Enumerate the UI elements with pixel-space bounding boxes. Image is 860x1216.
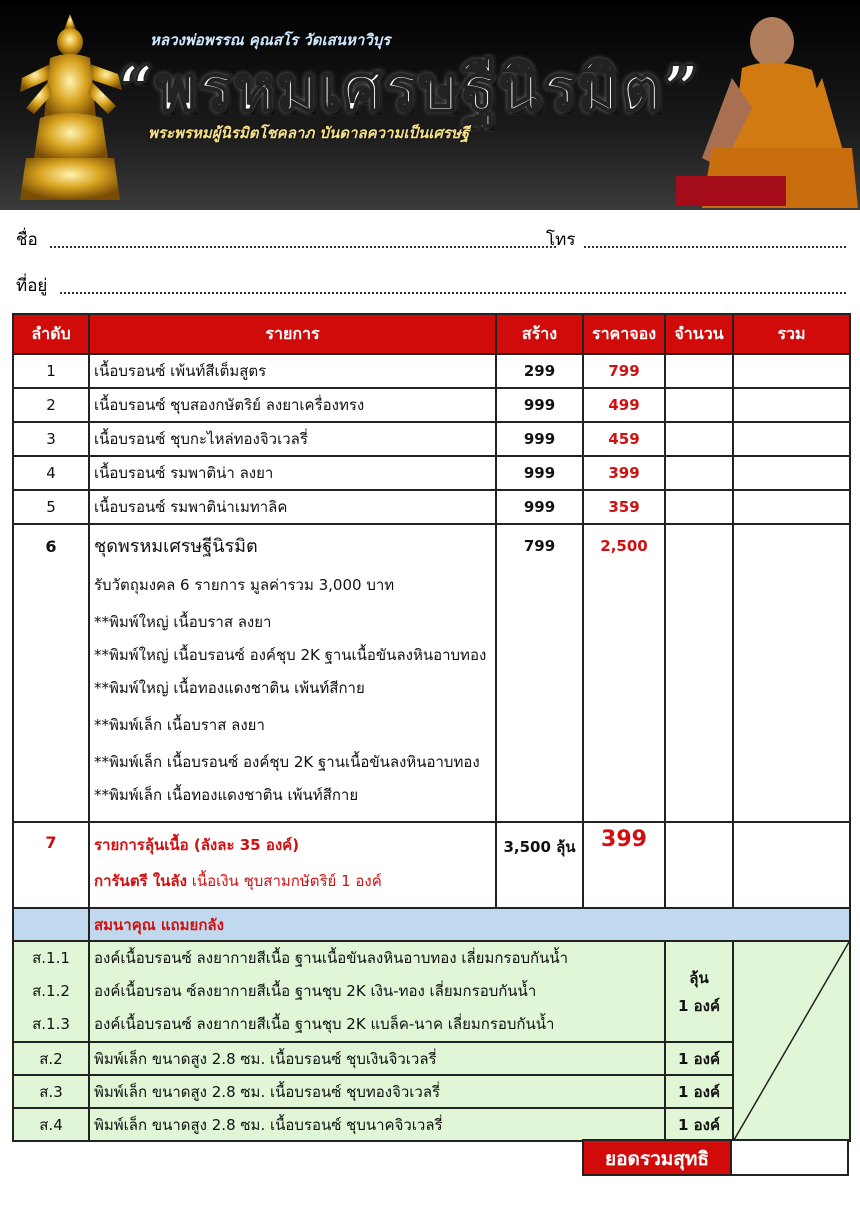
bonus-row [13,1042,850,1075]
set-line: **พิมพ์เล็ก เนื้อทองแดงชาติน เพ้นท์สีกาย [94,786,359,804]
row-made: 999 [496,388,583,422]
set-details [89,524,496,822]
header-item: รายการ [89,314,496,354]
monk-photo [672,8,858,208]
lucky-total-cell[interactable] [733,822,850,908]
set-line: **พิมพ์ใหญ่ เนื้อบราส ลงยา [94,613,272,631]
phone-field[interactable] [584,246,846,248]
bonus-item: องค์เนื้อบรอนซ์ ลงยากายสีเนื้อ ฐานเนื้อขันลงหินอาบทอง เลี่ยมกรอบกันน้ำ [94,949,569,967]
bonus-header-row [13,908,850,941]
row-qty-cell[interactable] [665,388,733,422]
name-field[interactable] [50,246,556,248]
row-item: เนื้อบรอนซ์ ชุบสองกษัตริย์ ลงยาเครื่องทรง [89,388,496,422]
table-row-lucky [13,822,850,908]
bonus-group-items [89,941,665,1042]
bonus-code: ส.1.3 [32,1015,70,1033]
bonus-item: พิมพ์เล็ก ขนาดสูง 2.8 ซม. เนื้อบรอนซ์ ชุบนาคจิวเวลรี่ [89,1108,665,1141]
header-banner [0,0,860,210]
header-no: ลำดับ [13,314,89,354]
row-qty-cell[interactable] [665,456,733,490]
guarantee-label: การันตรี ในลัง [94,872,187,890]
customer-form [14,212,848,314]
row-item: เนื้อบรอนซ์ รมพาติน่า ลงยา [89,456,496,490]
row-no: 4 [13,456,89,490]
row-no: 2 [13,388,89,422]
grand-total-value[interactable] [732,1139,849,1176]
row-made: 999 [496,422,583,456]
temple-subtitle: หลวงพ่อพรรณ คุณสโร วัดเสนหาวิบุร [150,31,391,49]
row-no: 1 [13,354,89,388]
row-qty-cell[interactable] [665,490,733,524]
row-no: 3 [13,422,89,456]
row-made: 999 [496,456,583,490]
row-item: เนื้อบรอนซ์ เพ้นท์สีเต็มสูตร [89,354,496,388]
bonus-item: พิมพ์เล็ก ขนาดสูง 2.8 ซม. เนื้อบรอนซ์ ชุบเงินจิวเวลรี่ [89,1042,665,1075]
bonus-code: ส.4 [13,1108,89,1141]
set-title: ชุดพรหมเศรษฐีนิรมิต [94,536,258,557]
header-price: ราคาจอง [583,314,665,354]
lucky-price: 399 [583,822,665,908]
bonus-code: ส.3 [13,1075,89,1108]
header-made: สร้าง [496,314,583,354]
bonus-qty-line2: 1 องค์ [677,996,721,1015]
set-line: **พิมพ์เล็ก เนื้อบราส ลงยา [94,716,265,734]
row-qty-cell[interactable] [665,422,733,456]
bonus-total-cell [733,941,850,1141]
phone-label: โทร [546,230,576,250]
row-total-cell[interactable] [733,422,850,456]
row-item: เนื้อบรอนซ์ รมพาติน่าเมทาลิค [89,490,496,524]
row-total-cell[interactable] [733,354,850,388]
row-total-cell[interactable] [733,388,850,422]
slogan-subtitle: พระพรหมผู้นิรมิตโชคลาภ บันดาลความเป็นเศรษฐี [148,124,470,142]
bonus-group-row [13,941,850,1042]
bonus-qty-line1: ลุ้น [689,968,709,987]
bonus-qty: 1 องค์ [665,1075,733,1108]
row-total-cell[interactable] [733,490,850,524]
set-price: 2,500 [583,524,665,822]
table-row [13,422,850,456]
set-total-cell[interactable] [733,524,850,822]
row-qty-cell[interactable] [665,354,733,388]
bonus-header: สมนาคุณ แถมยกลัง [89,908,850,941]
name-label: ชื่อ [16,230,38,250]
set-qty-cell[interactable] [665,524,733,822]
set-made: 799 [496,524,583,822]
lucky-qty-cell[interactable] [665,822,733,908]
set-no: 6 [13,524,89,822]
page-title: “พรหมเศรษฐีนิรมิต” [118,52,701,125]
diagonal-line-icon [734,942,849,1140]
header-total: รวม [733,314,850,354]
bonus-qty: 1 องค์ [665,1042,733,1075]
address-field[interactable] [60,292,846,294]
bonus-item: องค์เนื้อบรอนซ์ ลงยากายสีเนื้อ ฐานชุบ 2K แบล็ค-นาค เลี่ยมกรอบกันน้ำ [94,1015,555,1033]
row-total-cell[interactable] [733,456,850,490]
row-price: 459 [583,422,665,456]
row-price: 499 [583,388,665,422]
table-row [13,490,850,524]
lucky-title: รายการลุ้นเนื้อ (ลังละ 35 องค์) [94,836,300,854]
table-row [13,354,850,388]
bonus-code: ส.1.2 [32,982,70,1000]
bonus-item: องค์เนื้อบรอน ซ์ลงยากายสีเนื้อ ฐานชุบ 2K เงิน-ทอง เลี่ยมกรอบกันน้ำ [94,982,537,1000]
lucky-made: 3,500 ลุ้น [496,822,583,908]
table-row [13,388,850,422]
bonus-item: พิมพ์เล็ก ขนาดสูง 2.8 ซม. เนื้อบรอนซ์ ชุบทองจิวเวลรี่ [89,1075,665,1108]
bonus-group-codes [13,941,89,1042]
bonus-group-qty [665,941,733,1042]
address-label: ที่อยู่ [16,276,48,296]
bonus-row [13,1108,850,1141]
row-price: 359 [583,490,665,524]
bonus-row [13,1075,850,1108]
brahma-statue-image [12,8,128,204]
lucky-details [89,822,496,908]
table-header-row [13,314,850,354]
set-line: รับวัตถุมงคล 6 รายการ มูลค่ารวม 3,000 บาท [94,576,395,594]
bonus-code: ส.2 [13,1042,89,1075]
row-item: เนื้อบรอนซ์ ชุบกะไหล่ทองจิวเวลรี่ [89,422,496,456]
order-table [12,313,851,1142]
row-made: 299 [496,354,583,388]
set-line: **พิมพ์เล็ก เนื้อบรอนซ์ องค์ชุบ 2K ฐานเนื้อขันลงหินอาบทอง [94,753,480,771]
header-qty: จำนวน [665,314,733,354]
row-no: 5 [13,490,89,524]
row-price: 799 [583,354,665,388]
grand-total-label: ยอดรวมสุทธิ [582,1139,732,1176]
table-row [13,456,850,490]
row-made: 999 [496,490,583,524]
table-row-set [13,524,850,822]
lucky-no: 7 [13,822,89,908]
set-line: **พิมพ์ใหญ่ เนื้อบรอนซ์ องค์ชุบ 2K ฐานเนื้อขันลงหินอาบทอง [94,646,487,664]
bonus-code: ส.1.1 [32,949,70,967]
bonus-qty: 1 องค์ [665,1108,733,1141]
row-price: 399 [583,456,665,490]
guarantee-text: เนื้อเงิน ชุบสามกษัตริย์ 1 องค์ [191,872,382,890]
set-line: **พิมพ์ใหญ่ เนื้อทองแดงชาติน เพ้นท์สีกาย [94,679,365,697]
